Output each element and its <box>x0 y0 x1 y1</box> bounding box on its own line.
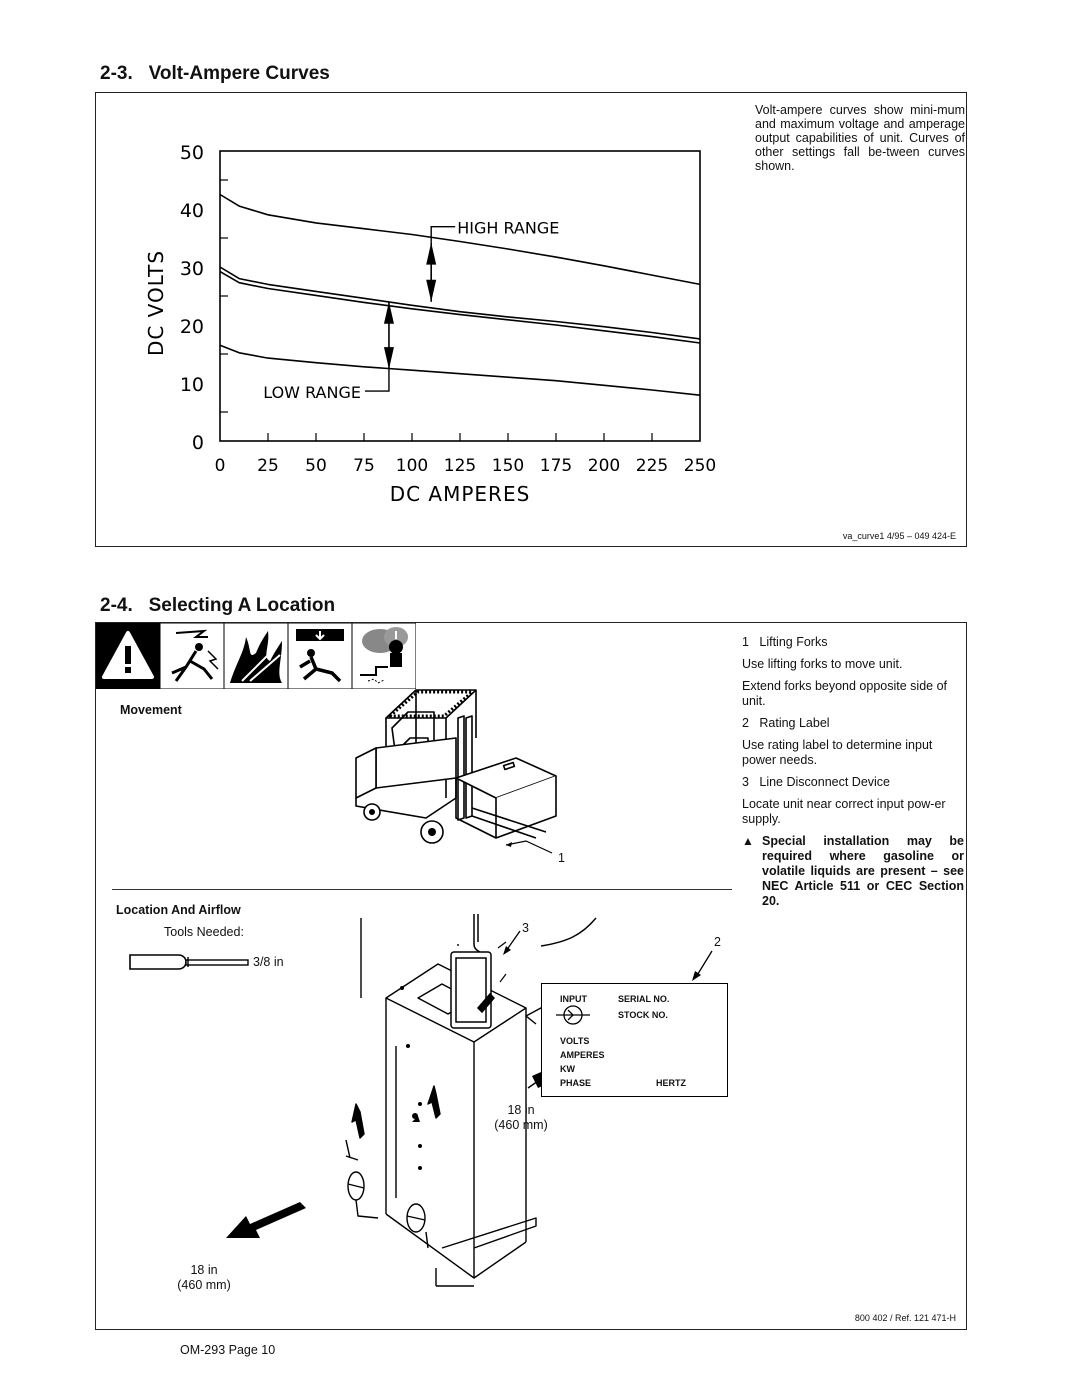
y-tick-label: 20 <box>179 316 204 338</box>
location-figure <box>95 622 967 1330</box>
low-range-label: LOW RANGE <box>263 383 361 403</box>
rating-serial: SERIAL NO. <box>618 994 670 1004</box>
x-tick-label: 50 <box>305 456 327 476</box>
y-axis-title: DC VOLTS <box>144 249 168 357</box>
rating-hertz: HERTZ <box>656 1078 686 1088</box>
x-axis-title: DC AMPERES <box>389 482 531 506</box>
rating-volts: VOLTS <box>560 1036 590 1046</box>
section-2-3-title: 2-3. Volt-Ampere Curves <box>100 63 330 84</box>
callout-2: 2 <box>714 935 721 949</box>
x-tick-label: 250 <box>683 456 717 476</box>
item-1-title: 1 Lifting Forks <box>742 635 828 649</box>
clearance-left-mm: (460 mm) <box>177 1278 231 1292</box>
x-tick-label: 225 <box>635 456 669 476</box>
low-range-arrow-head-bottom <box>384 347 394 369</box>
clearance-right-in: 18 in <box>507 1103 535 1117</box>
y-tick-label: 50 <box>179 142 204 164</box>
wrench-size: 3/8 in <box>253 955 284 969</box>
warning-text: Special installation may be required where gasoline or volatile liquids are present – see NEC Article 511 or CEC Section 20. <box>762 834 964 908</box>
input-phase-icon <box>556 1004 590 1026</box>
rating-input: INPUT <box>560 994 587 1004</box>
rating-amperes: AMPERES <box>560 1050 605 1060</box>
va-curve-figure <box>95 92 967 547</box>
y-tick-label: 30 <box>179 258 204 280</box>
location-ref: 800 402 / Ref. 121 471-H <box>854 1313 956 1323</box>
x-tick-label: 75 <box>353 456 375 476</box>
x-tick-label: 25 <box>257 456 279 476</box>
item-3-title: 3 Line Disconnect Device <box>742 775 890 789</box>
x-tick-label: 125 <box>443 456 477 476</box>
rating-phase: PHASE <box>560 1078 592 1088</box>
high-range-label: HIGH RANGE <box>457 218 560 238</box>
clearance-right-mm: (460 mm) <box>494 1118 548 1132</box>
x-tick-label: 150 <box>491 456 525 476</box>
va-curve-note: Volt-ampere curves show mini-mum and maximum voltage and amperage output capabilities of unit. Curves of other settings fall be-tween curves shown. <box>755 103 965 173</box>
y-tick-label: 0 <box>191 432 204 454</box>
welder-location-illustration <box>206 908 756 1288</box>
high-range-arrow-head-bottom <box>426 280 436 302</box>
x-tick-label: 175 <box>539 456 573 476</box>
divider-line <box>112 889 732 890</box>
rating-label-plate <box>541 983 728 1097</box>
y-tick-label: 10 <box>179 374 204 396</box>
callout-1: 1 <box>558 851 565 865</box>
hazard-strip <box>96 623 416 689</box>
item-2-title: 2 Rating Label <box>742 716 830 730</box>
va-curve-chart <box>96 93 756 533</box>
x-tick-label: 200 <box>587 456 621 476</box>
special-installation-warning <box>742 834 964 909</box>
location-instructions <box>742 635 964 909</box>
item-3-para-1: Locate unit near correct input pow-er supply. <box>742 797 946 826</box>
airflow-left-arrow <box>226 1202 306 1238</box>
callout-2-leader <box>688 949 718 983</box>
series-line-1 <box>220 195 700 285</box>
movement-label: Movement <box>120 703 182 717</box>
disconnect-device <box>451 914 494 1028</box>
callout-3: 3 <box>522 921 529 935</box>
page-footer: OM-293 Page 10 <box>180 1343 276 1357</box>
clearance-left-in: 18 in <box>190 1263 218 1277</box>
series-line-3 <box>220 272 700 343</box>
clearance-left <box>166 1263 242 1293</box>
va-curve-ref: va_curve1 4/95 – 049 424-E <box>842 531 956 541</box>
rating-kw: KW <box>560 1064 575 1074</box>
high-range-arrow-head-top <box>426 243 436 265</box>
x-tick-label: 0 <box>214 456 226 476</box>
warning-bullet-icon: ▲ <box>742 834 754 848</box>
low-range-leader <box>365 369 389 391</box>
tools-needed-label: Tools Needed: <box>164 925 244 939</box>
series-line-2 <box>220 267 700 339</box>
item-1-para-1: Use lifting forks to move unit. <box>742 657 903 671</box>
item-1-para-2: Extend forks beyond opposite side of unit. <box>742 679 947 708</box>
section-2-4-title: 2-4. Selecting A Location <box>100 595 336 616</box>
y-tick-label: 40 <box>179 200 204 222</box>
rating-stock: STOCK NO. <box>618 1010 668 1020</box>
item-2-para-1: Use rating label to determine input power needs. <box>742 738 933 767</box>
callout-3-leader <box>498 929 524 959</box>
location-airflow-label: Location And Airflow <box>116 903 241 917</box>
x-tick-label: 100 <box>395 456 429 476</box>
clearance-right <box>486 1103 556 1133</box>
